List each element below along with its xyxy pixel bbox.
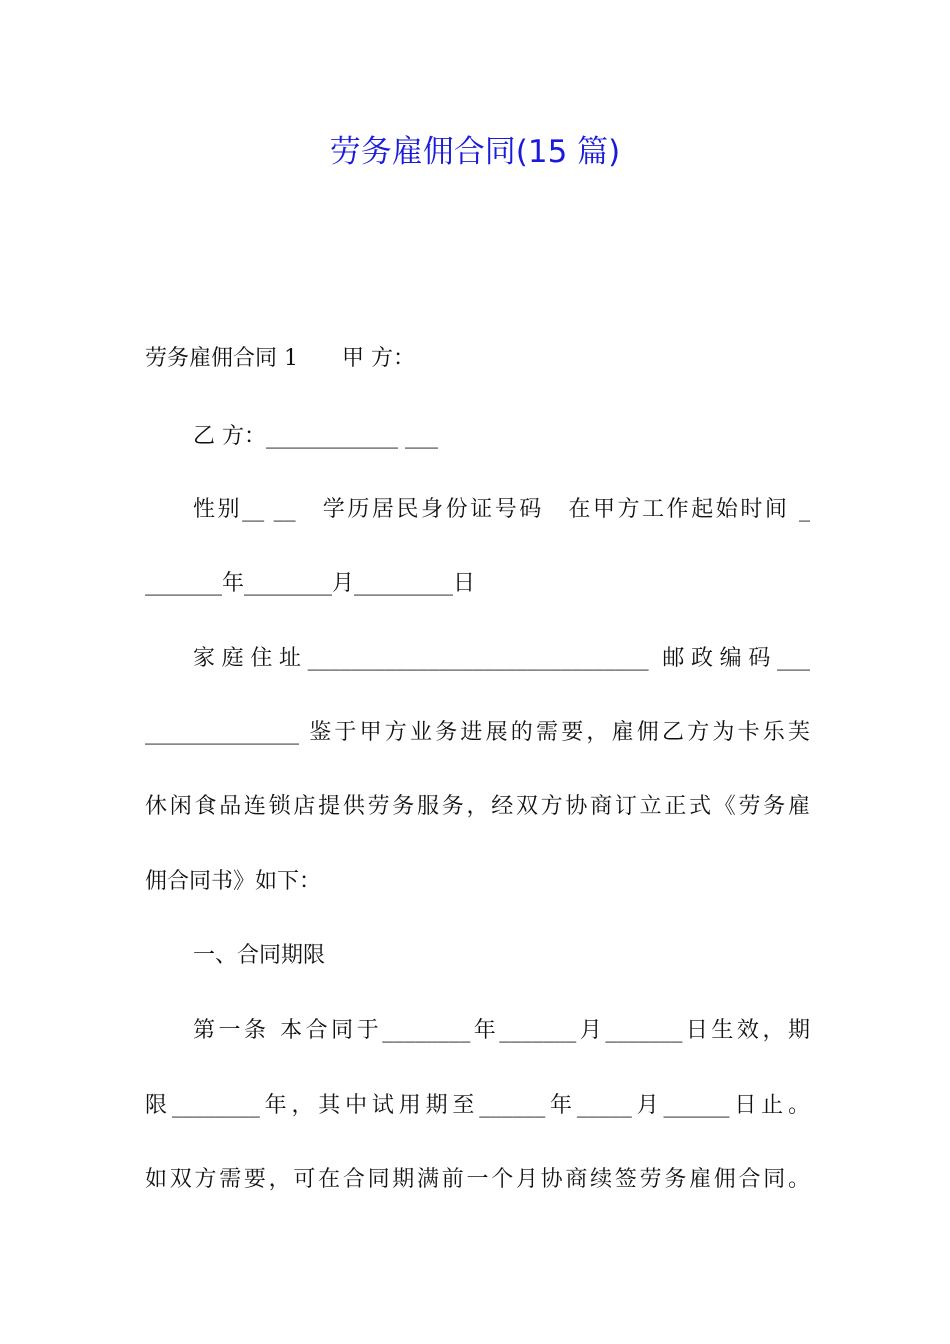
paragraph-line: 性别__ __ 学历居民身份证号码 在甲方工作起始时间 _ bbox=[193, 497, 810, 522]
section-heading: 一、合同期限 bbox=[193, 943, 326, 968]
paragraph-line: ______________ 鉴于甲方业务进展的需要，雇佣乙方为卡乐芙 bbox=[145, 720, 810, 745]
paragraph-line: 休闲食品连锁店提供劳务服务，经双方协商订立正式《劳务雇 bbox=[145, 794, 810, 819]
paragraph-line: 佣合同书》如下： bbox=[145, 869, 322, 894]
document-title: 劳务雇佣合同(15 篇) bbox=[329, 134, 621, 170]
paragraph-line: 第一条 本合同于________年_______月_______日生效，期 bbox=[193, 1018, 810, 1043]
paragraph-line: 限________年，其中试用期至______年_____月______日止。 bbox=[145, 1093, 810, 1118]
paragraph-line: 劳务雇佣合同 1 甲 方： bbox=[145, 346, 415, 371]
paragraph-line: 家庭住址_______________________________ 邮政编码___ bbox=[193, 646, 810, 671]
paragraph-line: 乙 方：____________ ___ bbox=[193, 424, 438, 449]
paragraph-line: 如双方需要，可在合同期满前一个月协商续签劳务雇佣合同。 bbox=[145, 1167, 810, 1192]
paragraph-line: _______年________月_________日 bbox=[145, 571, 476, 596]
